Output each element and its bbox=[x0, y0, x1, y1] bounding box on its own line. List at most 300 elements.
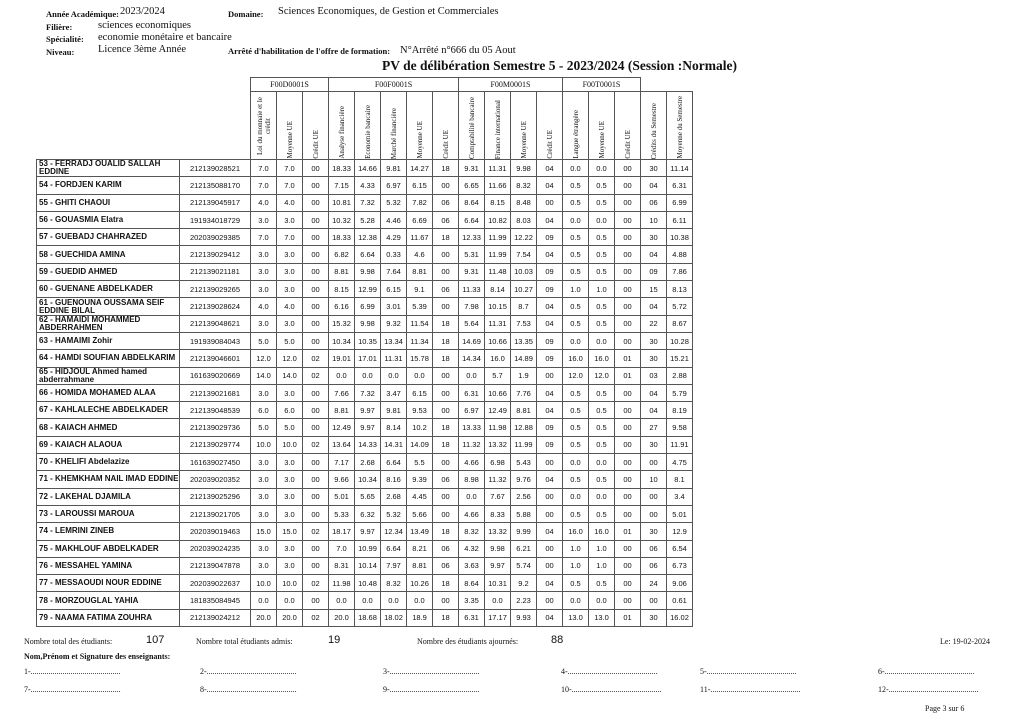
grade-cell: 04 bbox=[641, 298, 667, 315]
grade-cell: 9.32 bbox=[381, 315, 407, 332]
grade-cell: 30 bbox=[641, 350, 667, 367]
student-name: 56 - GOUASMIA Elatra bbox=[37, 211, 180, 228]
grade-cell: 3.0 bbox=[277, 557, 303, 574]
grade-cell: 30 bbox=[641, 332, 667, 349]
grade-cell: 04 bbox=[537, 523, 563, 540]
grade-cell: 18 bbox=[433, 315, 459, 332]
grade-cell: 10.34 bbox=[355, 471, 381, 488]
grade-cell: 6.11 bbox=[667, 211, 693, 228]
column-header-label: Crédit UE bbox=[623, 130, 632, 159]
grade-cell: 0.0 bbox=[563, 160, 589, 177]
grade-cell: 06 bbox=[433, 211, 459, 228]
grade-cell: 11.91 bbox=[667, 436, 693, 453]
grade-cell: 04 bbox=[537, 211, 563, 228]
grade-cell: 14.89 bbox=[511, 350, 537, 367]
grade-cell: 00 bbox=[433, 298, 459, 315]
grade-cell: 6.15 bbox=[407, 384, 433, 401]
grade-cell: 4.75 bbox=[667, 454, 693, 471]
student-matricule: 212139029774 bbox=[180, 436, 251, 453]
column-header-label: Comptabilité bancaire bbox=[467, 96, 476, 159]
grade-cell: 09 bbox=[537, 332, 563, 349]
grade-cell: 00 bbox=[615, 211, 641, 228]
grade-cell: 6.0 bbox=[251, 402, 277, 419]
column-header bbox=[303, 92, 329, 160]
grade-cell: 00 bbox=[615, 263, 641, 280]
grade-cell: 11.48 bbox=[485, 263, 511, 280]
grade-cell: 4.46 bbox=[381, 211, 407, 228]
grade-cell: 3.0 bbox=[251, 281, 277, 298]
table-row bbox=[37, 315, 693, 332]
grade-cell: 10.26 bbox=[407, 575, 433, 592]
table-row bbox=[37, 211, 693, 228]
grade-cell: 11.98 bbox=[329, 575, 355, 592]
grade-cell: 5.32 bbox=[381, 505, 407, 522]
grade-cell: 04 bbox=[537, 160, 563, 177]
grade-cell: 9.98 bbox=[355, 263, 381, 280]
grade-cell: 0.0 bbox=[277, 592, 303, 609]
student-name: 79 - NAAMA FATIMA ZOUHRA bbox=[37, 609, 180, 626]
grade-cell: 0.5 bbox=[589, 298, 615, 315]
filiere-label: Filière: bbox=[46, 22, 73, 32]
grade-cell: 10.14 bbox=[355, 557, 381, 574]
grade-cell: 01 bbox=[615, 523, 641, 540]
grade-cell: 3.0 bbox=[277, 540, 303, 557]
grade-cell: 4.66 bbox=[459, 454, 485, 471]
grade-cell: 9.93 bbox=[511, 609, 537, 626]
student-matricule: 191939084043 bbox=[180, 332, 251, 349]
grade-cell: 3.0 bbox=[251, 384, 277, 401]
group-header: F00T0001S bbox=[563, 78, 641, 92]
column-header bbox=[329, 92, 355, 160]
grade-cell: 00 bbox=[615, 194, 641, 211]
grade-cell: 10.2 bbox=[407, 419, 433, 436]
grade-cell: 7.0 bbox=[329, 540, 355, 557]
grade-cell: 00 bbox=[303, 211, 329, 228]
grade-cell: 09 bbox=[537, 436, 563, 453]
grade-cell: 6.15 bbox=[381, 281, 407, 298]
student-matricule: 212139029736 bbox=[180, 419, 251, 436]
grade-cell: 0.5 bbox=[563, 505, 589, 522]
grade-cell: 04 bbox=[537, 402, 563, 419]
table-row bbox=[37, 471, 693, 488]
column-header bbox=[667, 92, 693, 160]
grade-cell: 14.27 bbox=[407, 160, 433, 177]
grade-cell: 8.81 bbox=[511, 402, 537, 419]
grade-cell: 8.81 bbox=[329, 402, 355, 419]
grade-cell: 0.5 bbox=[589, 402, 615, 419]
filiere-value: sciences economiques bbox=[98, 20, 192, 31]
grade-cell: 5.01 bbox=[667, 505, 693, 522]
grade-cell: 9.58 bbox=[667, 419, 693, 436]
grade-cell: 1.9 bbox=[511, 367, 537, 384]
grade-cell: 10.99 bbox=[355, 540, 381, 557]
grade-cell: 6.31 bbox=[667, 177, 693, 194]
grade-cell: 8.32 bbox=[459, 523, 485, 540]
student-name: 78 - MORZOUGLAL YAHIA bbox=[37, 592, 180, 609]
student-matricule: 212135088170 bbox=[180, 177, 251, 194]
grade-cell: 3.01 bbox=[381, 298, 407, 315]
grade-cell: 10.0 bbox=[277, 575, 303, 592]
grade-cell: 00 bbox=[537, 592, 563, 609]
signature-line: 3-............................................. bbox=[383, 667, 480, 676]
grade-cell: 00 bbox=[303, 505, 329, 522]
niveau-value: Licence 3ème Année bbox=[98, 44, 187, 55]
grade-cell: 1.0 bbox=[589, 557, 615, 574]
grade-cell: 00 bbox=[615, 384, 641, 401]
grade-cell: 8.15 bbox=[485, 194, 511, 211]
grade-cell: 00 bbox=[641, 505, 667, 522]
grade-cell: 3.0 bbox=[277, 471, 303, 488]
grade-cell: 13.32 bbox=[485, 436, 511, 453]
grade-cell: 4.32 bbox=[459, 540, 485, 557]
grade-cell: 16.0 bbox=[563, 350, 589, 367]
grade-cell: 10.28 bbox=[667, 332, 693, 349]
grade-cell: 10.27 bbox=[511, 281, 537, 298]
domaine-label: Domaine: bbox=[228, 9, 264, 19]
grade-cell: 10.0 bbox=[251, 436, 277, 453]
grade-cell: 4.0 bbox=[277, 298, 303, 315]
grade-cell: 00 bbox=[615, 298, 641, 315]
grade-cell: 5.33 bbox=[329, 505, 355, 522]
grade-cell: 3.0 bbox=[251, 315, 277, 332]
grade-cell: 0.5 bbox=[589, 194, 615, 211]
ajournes-value: 88 bbox=[551, 634, 564, 646]
grade-cell: 1.0 bbox=[563, 557, 589, 574]
grade-cell: 0.0 bbox=[381, 367, 407, 384]
grade-cell: 18 bbox=[433, 350, 459, 367]
student-name: 62 - HAMAIDI MOHAMMED ABDERRAHMEN bbox=[37, 315, 180, 332]
table-row bbox=[37, 488, 693, 505]
grade-cell: 30 bbox=[641, 609, 667, 626]
grade-cell: 06 bbox=[433, 471, 459, 488]
student-matricule: 212139024212 bbox=[180, 609, 251, 626]
grade-cell: 5.28 bbox=[355, 211, 381, 228]
grade-cell: 0.5 bbox=[563, 419, 589, 436]
student-matricule: 212139028521 bbox=[180, 160, 251, 177]
grade-cell: 00 bbox=[615, 419, 641, 436]
grade-cell: 7.82 bbox=[407, 194, 433, 211]
grade-cell: 12.0 bbox=[589, 367, 615, 384]
column-header bbox=[277, 92, 303, 160]
table-row bbox=[37, 505, 693, 522]
grade-cell: 09 bbox=[641, 263, 667, 280]
grade-cell: 00 bbox=[615, 505, 641, 522]
grade-cell: 0.0 bbox=[589, 592, 615, 609]
grade-cell: 11.99 bbox=[511, 436, 537, 453]
grade-cell: 8.21 bbox=[407, 540, 433, 557]
grade-cell: 7.53 bbox=[511, 315, 537, 332]
column-header bbox=[641, 92, 667, 160]
total-value: 107 bbox=[146, 634, 165, 646]
column-header-label: Moyenne UE bbox=[415, 121, 424, 159]
signature-line: 6-............................................. bbox=[878, 667, 975, 676]
grade-cell: 8.64 bbox=[459, 575, 485, 592]
grade-cell: 11.67 bbox=[407, 229, 433, 246]
grade-cell: 18.02 bbox=[381, 609, 407, 626]
grade-cell: 2.56 bbox=[511, 488, 537, 505]
grade-cell: 11.98 bbox=[485, 419, 511, 436]
grade-cell: 11.34 bbox=[407, 332, 433, 349]
grade-cell: 8.19 bbox=[667, 402, 693, 419]
grade-cell: 6.64 bbox=[381, 454, 407, 471]
grade-cell: 7.76 bbox=[511, 384, 537, 401]
grade-cell: 5.39 bbox=[407, 298, 433, 315]
grade-cell: 18 bbox=[433, 332, 459, 349]
grade-cell: 17.01 bbox=[355, 350, 381, 367]
grade-cell: 20.0 bbox=[277, 609, 303, 626]
signature-line: 1-............................................. bbox=[24, 667, 121, 676]
grade-cell: 14.0 bbox=[277, 367, 303, 384]
grade-cell: 00 bbox=[615, 315, 641, 332]
grade-cell: 16.0 bbox=[485, 350, 511, 367]
grade-cell: 12.88 bbox=[511, 419, 537, 436]
grade-cell: 9.39 bbox=[407, 471, 433, 488]
student-name: 55 - GHITI CHAOUI bbox=[37, 194, 180, 211]
ajournes-label: Nombre des étudiants ajournés: bbox=[417, 637, 519, 646]
column-header bbox=[459, 92, 485, 160]
student-matricule: 212139021181 bbox=[180, 263, 251, 280]
grade-cell: 3.0 bbox=[277, 384, 303, 401]
grade-cell: 3.0 bbox=[251, 505, 277, 522]
table-row bbox=[37, 298, 693, 315]
grade-cell: 06 bbox=[433, 194, 459, 211]
grade-cell: 0.5 bbox=[563, 246, 589, 263]
grade-cell: 6.99 bbox=[667, 194, 693, 211]
grade-cell: 04 bbox=[537, 384, 563, 401]
signature-label: Nom,Prénom et Signature des enseignants: bbox=[24, 652, 171, 661]
grade-cell: 0.33 bbox=[381, 246, 407, 263]
grade-cell: 00 bbox=[615, 592, 641, 609]
student-matricule: 212139045917 bbox=[180, 194, 251, 211]
grade-cell: 10.15 bbox=[485, 298, 511, 315]
group-header: F00F0001S bbox=[329, 78, 459, 92]
admis-label: Nombre total étudiants admis: bbox=[196, 637, 293, 646]
grade-cell: 7.0 bbox=[277, 160, 303, 177]
grade-cell: 12.0 bbox=[251, 350, 277, 367]
grade-cell: 15.0 bbox=[277, 523, 303, 540]
grade-cell: 18.33 bbox=[329, 160, 355, 177]
grade-cell: 8.64 bbox=[459, 194, 485, 211]
grade-cell: 00 bbox=[615, 575, 641, 592]
grade-cell: 04 bbox=[537, 315, 563, 332]
grade-cell: 0.0 bbox=[589, 488, 615, 505]
grade-cell: 18 bbox=[433, 436, 459, 453]
student-matricule: 212139048621 bbox=[180, 315, 251, 332]
student-name: 61 - GUENOUNA OUSSAMA SEIF EDDINE BILAL bbox=[37, 298, 180, 315]
grade-cell: 3.0 bbox=[277, 315, 303, 332]
grade-cell: 14.09 bbox=[407, 436, 433, 453]
grade-cell: 13.35 bbox=[511, 332, 537, 349]
grade-cell: 16.0 bbox=[563, 523, 589, 540]
grade-cell: 30 bbox=[641, 229, 667, 246]
grade-cell: 02 bbox=[303, 436, 329, 453]
grade-cell: 5.64 bbox=[459, 315, 485, 332]
grade-cell: 0.0 bbox=[459, 367, 485, 384]
column-header bbox=[433, 92, 459, 160]
signature-line: 4-............................................. bbox=[561, 667, 658, 676]
student-matricule: 212139029265 bbox=[180, 281, 251, 298]
grade-cell: 12.0 bbox=[563, 367, 589, 384]
grade-cell: 13.32 bbox=[485, 523, 511, 540]
student-name: 57 - GUEBADJ CHAHRAZED bbox=[37, 229, 180, 246]
grade-cell: 7.67 bbox=[485, 488, 511, 505]
student-name: 69 - KAIACH ALAOUA bbox=[37, 436, 180, 453]
grade-cell: 5.65 bbox=[355, 488, 381, 505]
group-header: F00D0001S bbox=[251, 78, 329, 92]
grade-cell: 6.97 bbox=[381, 177, 407, 194]
column-header bbox=[355, 92, 381, 160]
grade-cell: 2.68 bbox=[381, 488, 407, 505]
page-number: Page 3 sur 6 bbox=[925, 704, 965, 713]
grade-cell: 0.0 bbox=[485, 592, 511, 609]
grade-cell: 30 bbox=[641, 160, 667, 177]
grade-cell: 3.0 bbox=[277, 488, 303, 505]
grade-cell: 30 bbox=[641, 523, 667, 540]
grade-cell: 00 bbox=[433, 454, 459, 471]
grade-cell: 9.2 bbox=[511, 575, 537, 592]
student-matricule: 161639027450 bbox=[180, 454, 251, 471]
grade-cell: 00 bbox=[537, 454, 563, 471]
table-row bbox=[37, 540, 693, 557]
grade-cell: 6.54 bbox=[667, 540, 693, 557]
grade-cell: 09 bbox=[537, 281, 563, 298]
table-row bbox=[37, 575, 693, 592]
column-header-label: Finance international bbox=[493, 99, 502, 159]
grade-cell: 0.5 bbox=[563, 298, 589, 315]
grade-cell: 04 bbox=[641, 384, 667, 401]
student-matricule: 212139029412 bbox=[180, 246, 251, 263]
grade-cell: 8.81 bbox=[407, 557, 433, 574]
grade-cell: 10.35 bbox=[355, 332, 381, 349]
grade-cell: 10.32 bbox=[329, 211, 355, 228]
grade-cell: 11.31 bbox=[485, 160, 511, 177]
grade-cell: 9.97 bbox=[355, 402, 381, 419]
students-body bbox=[37, 160, 693, 627]
grade-cell: 11.31 bbox=[381, 350, 407, 367]
table-row bbox=[37, 592, 693, 609]
column-header-label: Crédit UE bbox=[311, 130, 320, 159]
grade-cell: 3.0 bbox=[251, 454, 277, 471]
grade-cell: 11.32 bbox=[459, 436, 485, 453]
grade-cell: 0.0 bbox=[589, 454, 615, 471]
grade-cell: 02 bbox=[303, 523, 329, 540]
grade-cell: 0.5 bbox=[563, 263, 589, 280]
student-name: 59 - GUEDID AHMED bbox=[37, 263, 180, 280]
blank-top-right bbox=[641, 78, 693, 92]
student-name: 63 - HAMAIMI Zohir bbox=[37, 332, 180, 349]
grade-cell: 8.16 bbox=[381, 471, 407, 488]
grade-cell: 0.5 bbox=[589, 229, 615, 246]
grade-cell: 3.47 bbox=[381, 384, 407, 401]
student-name: 66 - HOMIDA MOHAMED ALAA bbox=[37, 384, 180, 401]
column-header bbox=[511, 92, 537, 160]
grade-cell: 13.0 bbox=[563, 609, 589, 626]
grade-cell: 00 bbox=[303, 160, 329, 177]
grade-cell: 11.66 bbox=[485, 177, 511, 194]
grade-cell: 3.0 bbox=[251, 488, 277, 505]
grade-cell: 10.66 bbox=[485, 384, 511, 401]
group-header-row bbox=[37, 78, 693, 92]
student-name: 60 - GUENANE ABDELKADER bbox=[37, 281, 180, 298]
grade-cell: 00 bbox=[615, 160, 641, 177]
grade-cell: 00 bbox=[537, 505, 563, 522]
grade-cell: 09 bbox=[537, 229, 563, 246]
grade-cell: 8.33 bbox=[485, 505, 511, 522]
grade-cell: 0.0 bbox=[589, 332, 615, 349]
admis-value: 19 bbox=[328, 634, 341, 646]
grade-cell: 18 bbox=[433, 419, 459, 436]
student-matricule: 212139046601 bbox=[180, 350, 251, 367]
grade-cell: 0.0 bbox=[589, 211, 615, 228]
grade-cell: 0.5 bbox=[563, 384, 589, 401]
column-header bbox=[615, 92, 641, 160]
grade-cell: 10.81 bbox=[329, 194, 355, 211]
grade-cell: 8.13 bbox=[667, 281, 693, 298]
deliberation-table bbox=[36, 77, 693, 627]
grade-cell: 16.02 bbox=[667, 609, 693, 626]
grade-cell: 1.0 bbox=[589, 540, 615, 557]
annee-label: Année Académique: bbox=[46, 9, 119, 19]
table-row bbox=[37, 557, 693, 574]
grade-cell: 8.14 bbox=[381, 419, 407, 436]
grade-cell: 00 bbox=[615, 540, 641, 557]
grade-cell: 11.31 bbox=[485, 315, 511, 332]
grade-cell: 00 bbox=[303, 402, 329, 419]
grade-cell: 10.0 bbox=[277, 436, 303, 453]
grade-cell: 10 bbox=[641, 211, 667, 228]
grade-cell: 3.0 bbox=[251, 246, 277, 263]
grade-cell: 20.0 bbox=[329, 609, 355, 626]
student-name: 67 - KAHLALECHE ABDELKADER bbox=[37, 402, 180, 419]
column-header-label: Marché financière bbox=[389, 107, 398, 159]
student-name: 54 - FORDJEN KARIM bbox=[37, 177, 180, 194]
table-row bbox=[37, 229, 693, 246]
grade-cell: 0.5 bbox=[589, 419, 615, 436]
column-header-label: Analyse financière bbox=[337, 106, 346, 159]
grade-cell: 6.65 bbox=[459, 177, 485, 194]
grade-cell: 9.53 bbox=[407, 402, 433, 419]
column-header bbox=[251, 92, 277, 160]
table-row bbox=[37, 177, 693, 194]
grade-cell: 00 bbox=[615, 454, 641, 471]
signature-line: 8-............................................. bbox=[200, 685, 297, 694]
grade-cell: 10.48 bbox=[355, 575, 381, 592]
grade-cell: 24 bbox=[641, 575, 667, 592]
grade-cell: 10.31 bbox=[485, 575, 511, 592]
column-header bbox=[537, 92, 563, 160]
group-header: F00M0001S bbox=[459, 78, 563, 92]
signature-line: 10-............................................. bbox=[561, 685, 662, 694]
grade-cell: 00 bbox=[537, 367, 563, 384]
grade-cell: 16.0 bbox=[589, 350, 615, 367]
grade-cell: 6.97 bbox=[459, 402, 485, 419]
grade-cell: 00 bbox=[303, 592, 329, 609]
grade-cell: 10 bbox=[641, 471, 667, 488]
grade-cell: 06 bbox=[433, 281, 459, 298]
grade-cell: 00 bbox=[303, 246, 329, 263]
grade-cell: 5.72 bbox=[667, 298, 693, 315]
grade-cell: 02 bbox=[303, 609, 329, 626]
grade-cell: 00 bbox=[615, 246, 641, 263]
student-name: 76 - MESSAHEL YAMINA bbox=[37, 557, 180, 574]
grade-cell: 8.14 bbox=[485, 281, 511, 298]
grade-cell: 8.48 bbox=[511, 194, 537, 211]
grade-cell: 10.34 bbox=[329, 332, 355, 349]
grade-cell: 00 bbox=[615, 471, 641, 488]
grade-cell: 12.9 bbox=[667, 523, 693, 540]
grade-cell: 0.0 bbox=[563, 211, 589, 228]
grade-cell: 0.5 bbox=[589, 471, 615, 488]
